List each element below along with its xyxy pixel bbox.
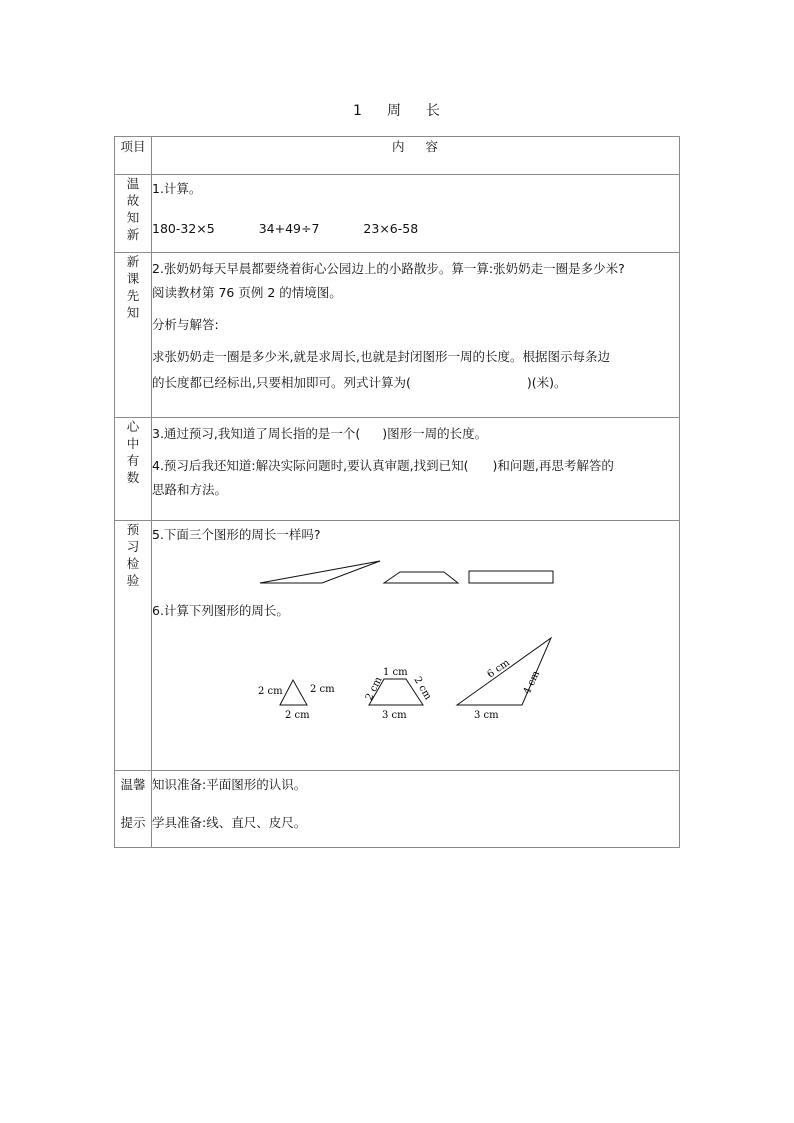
tips-label-1: 温馨 [120,777,146,792]
fig1-right-label: 2 cm [310,684,335,695]
question-3-end: )图形一周的长度。 [382,426,488,441]
answer-line-2-end: )(米)。 [526,375,567,390]
title-number: 1 [353,103,363,119]
tips-label-2: 提示 [120,815,146,830]
question-6: 6.计算下列图形的周长。 [152,603,289,618]
expression-1: 180-32×5 [152,221,215,236]
question-3 [152,424,679,444]
tip-tools: 学具准备:线、直尺、皮尺。 [152,815,307,830]
shapes-comparison-figure [152,557,672,597]
fig2-top-label: 1 cm [383,667,408,678]
tip-knowledge: 知识准备:平面图形的认识。 [152,777,307,792]
question-2-line-2: 阅读教材第 76 页例 2 的情境图。 [152,285,342,300]
shape-obtuse-triangle [260,561,380,583]
title-char-2: 长 [425,103,441,119]
mind-label: 心中有数 [126,419,140,485]
fig2-bottom-label: 3 cm [382,710,407,721]
header-content-cell [152,137,680,175]
fig1-bottom-label: 2 cm [285,710,310,721]
header-content-label-a: 内 [391,139,406,154]
question-4 [152,456,679,476]
worksheet-table [114,136,680,848]
question-4-end: )和问题,再思考解答的 [492,458,614,473]
newlesson-content [152,253,680,418]
newlesson-row [115,253,680,418]
perimeter-figures [152,623,672,731]
shape-rectangle [469,571,553,583]
question-4-start: 4.预习后我还知道:解决实际问题时,要认真审题,找到已知( [152,458,469,473]
answer-line-2-start: 的长度都已经标出,只要相加即可。列式计算为( [152,375,411,390]
check-content [152,521,680,771]
check-label: 预习检验 [126,522,140,588]
header-item-label: 项目 [120,139,146,154]
mind-label-cell [115,418,152,521]
question-4-cont: 思路和方法。 [152,482,228,497]
fig1-left-label: 2 cm [258,686,283,697]
expression-2: 34+49÷7 [258,221,320,236]
fig2-right-label: 2 cm [411,675,434,702]
expression-3: 23×6-58 [363,221,419,236]
figure-trapezoid [364,667,434,721]
header-row [115,137,680,175]
review-label-cell [115,175,152,253]
figure-right-triangle [457,638,551,721]
header-content-label-b: 容 [425,139,440,154]
tips-row [115,771,680,848]
question-3-start: 3.通过预习,我知道了周长指的是一个( [152,426,361,441]
question-5: 5.下面三个图形的周长一样吗? [152,527,321,542]
review-row [115,175,680,253]
analysis-heading: 分析与解答: [152,317,219,332]
shape-trapezoid [384,572,458,583]
title-char-1: 周 [386,103,402,119]
answer-line-1: 求张奶奶走一圈是多少米,就是求周长,也就是封闭图形一周的长度。根据图示每条边 [152,349,610,364]
fig3-bottom-label: 3 cm [474,710,499,721]
review-label: 温故知新 [126,176,140,242]
expression-row [152,219,679,239]
newlesson-label: 新课先知 [126,254,140,320]
fig3-right-label: 4 cm [521,669,543,697]
tips-content [152,771,680,848]
question-2-line-1: 2.张奶奶每天早晨都要绕着街心公园边上的小路散步。算一算:张奶奶走一圈是多少米? [152,261,625,276]
fig2-left-label: 2 cm [363,675,385,703]
question-1: 1.计算。 [152,181,202,196]
header-item-cell [115,137,152,175]
fig3-hyp-label: 6 cm [485,657,512,681]
page-title [0,100,794,120]
newlesson-label-cell [115,253,152,418]
answer-line-2 [152,373,679,393]
figure-triangle-equilateral [258,680,335,721]
mind-content [152,418,680,521]
review-content [152,175,680,253]
tips-label-cell [115,771,152,848]
check-row [115,521,680,771]
check-label-cell [115,521,152,771]
mind-row [115,418,680,521]
